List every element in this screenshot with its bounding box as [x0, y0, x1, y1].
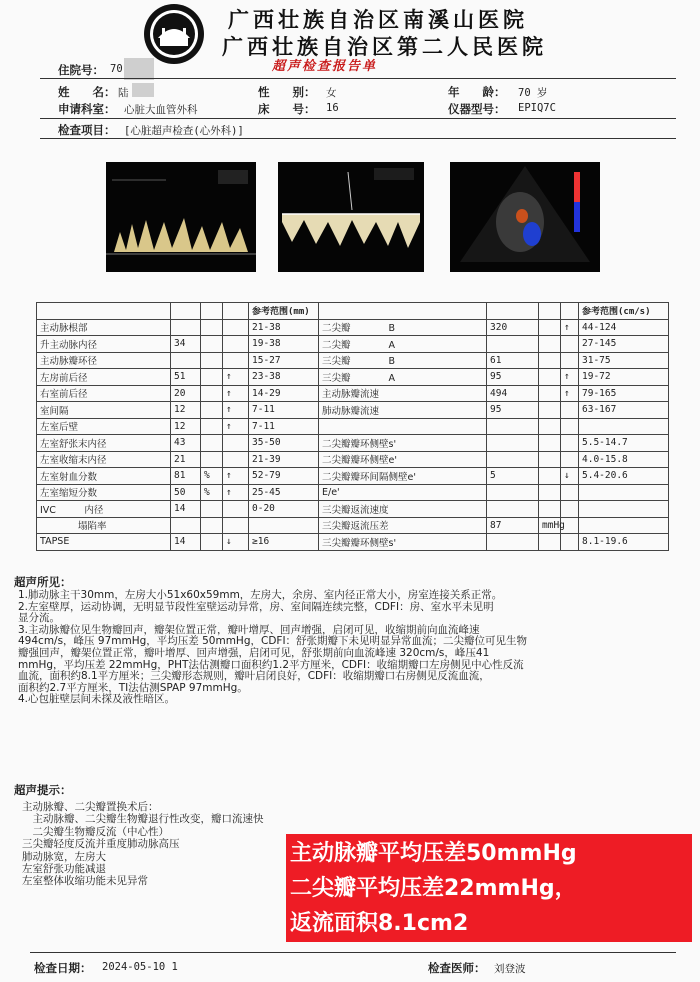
conclusion-line: 主动脉瓣、二尖瓣置换术后： — [22, 801, 159, 813]
conclusion-line: 肺动脉宽，左房大 — [22, 850, 106, 863]
table-cell-r-val — [487, 418, 539, 435]
table-cell-l-name: 主动脉瓣环径 — [37, 352, 171, 369]
table-cell-r-name: 二尖瓣 A — [319, 336, 487, 353]
findings-line: 1.肺动脉主干30mm，左房大小51x60x59mm，左房大，余房、室内径正常大小，房室连接关系正常。 — [18, 589, 503, 601]
table-cell-r-unit — [539, 336, 561, 353]
table-cell-r-flag — [561, 402, 579, 419]
table-cell-l-unit: % — [201, 468, 223, 485]
table-cell-l-val: 81 — [171, 468, 201, 485]
table-cell-r-name: 肺动脉瓣流速 — [319, 402, 487, 419]
table-cell-l-ref: 21-38 — [249, 319, 319, 336]
table-cell-l-ref — [249, 517, 319, 534]
table-cell-l-ref: 21-39 — [249, 451, 319, 468]
table-cell-l-name: IVC 内径 — [37, 501, 171, 518]
table-cell-l-unit — [201, 319, 223, 336]
table-cell-l-ref: 7-11 — [249, 402, 319, 419]
table-cell-r-val — [487, 435, 539, 452]
doctor-value: 刘登波 — [494, 963, 526, 975]
table-row — [37, 517, 669, 534]
table-cell-l-name: 室间隔 — [37, 402, 171, 419]
table-cell-r-flag — [561, 501, 579, 518]
table-cell-l-val — [171, 319, 201, 336]
table-cell-r-flag: ↓ — [561, 468, 579, 485]
conclusion-line: 左室舒张功能减退 — [22, 863, 106, 876]
bed-value: 16 — [326, 102, 339, 114]
table-cell-l-flag: ↑ — [223, 385, 249, 402]
table-cell-l-flag — [223, 319, 249, 336]
table-cell-r-unit — [539, 418, 561, 435]
table-cell-r-ref — [579, 418, 669, 435]
doctor-label: 检查医师： — [428, 961, 486, 975]
table-cell-r-flag — [561, 484, 579, 501]
table-cell-l-ref: 15-27 — [249, 352, 319, 369]
table-cell-r-name: 三尖瓣 B — [319, 352, 487, 369]
table-cell-l-ref: 7-11 — [249, 418, 319, 435]
table-cell-l-unit — [201, 385, 223, 402]
findings-line: 瓣强回声，瓣架位置正常，瓣叶增厚、回声增强，启闭可见，舒张期前向血流峰速 320cm/s，峰压41 — [18, 646, 490, 659]
table-cell-r-unit — [539, 468, 561, 485]
table-row — [37, 501, 669, 518]
ultrasound-image-2 — [278, 162, 424, 272]
exam-date-label: 检查日期： — [34, 961, 92, 975]
table-cell-r-val — [487, 451, 539, 468]
table-cell-l-flag — [223, 352, 249, 369]
table-cell-l-flag — [223, 517, 249, 534]
conclusion-title: 超声提示： — [14, 783, 72, 797]
table-cell-l-name: 塌陷率 — [37, 517, 171, 534]
table-cell-l-val: 34 — [171, 336, 201, 353]
conclusion-line: 三尖瓣轻度反流并重度肺动脉高压 — [22, 838, 180, 851]
table-cell-r-unit — [539, 385, 561, 402]
table-cell-l-ref: 35-50 — [249, 435, 319, 452]
conclusion-line: 二尖瓣生物瓣反流（中心性） — [22, 825, 169, 838]
table-cell-r-name: E/e' — [319, 484, 487, 501]
table-cell-l-val — [171, 517, 201, 534]
findings-line: 2.左室壁厚，运动协调，无明显节段性室壁运动异常，房、室间隔连续完整，CDFI：房、室水平未见明 — [18, 600, 494, 613]
table-cell-l-unit — [201, 435, 223, 452]
table-cell-r-val: 87 — [487, 517, 539, 534]
table-cell-r-ref: 27-145 — [579, 336, 669, 353]
table-row — [37, 484, 669, 501]
table-cell-l-unit — [201, 517, 223, 534]
table-cell-r-unit — [539, 435, 561, 452]
table-cell-l-flag: ↑ — [223, 418, 249, 435]
table-row — [37, 402, 669, 419]
ref-header-mm: 参考范围(mm) — [249, 303, 319, 320]
table-cell-l-unit — [201, 534, 223, 551]
table-row — [37, 336, 669, 353]
table-cell-r-name: 三尖瓣返流压差 — [319, 517, 487, 534]
table-cell-l-unit — [201, 336, 223, 353]
redaction-box — [124, 58, 154, 80]
table-cell-r-val: 320 — [487, 319, 539, 336]
table-cell-l-name: 主动脉根部 — [37, 319, 171, 336]
table-cell-l-ref: 23-38 — [249, 369, 319, 386]
table-cell-l-val — [171, 352, 201, 369]
table-cell-l-flag — [223, 501, 249, 518]
table-cell-r-unit — [539, 484, 561, 501]
findings-text — [18, 590, 690, 706]
table-cell-r-flag — [561, 451, 579, 468]
conclusion-text — [22, 801, 322, 888]
table-cell-l-val: 14 — [171, 534, 201, 551]
hospital-logo — [142, 2, 206, 66]
hospital-name-1: 广西壮族自治区南溪山医院 — [228, 7, 528, 32]
table-cell-r-flag — [561, 418, 579, 435]
table-cell-r-unit — [539, 534, 561, 551]
table-row — [37, 352, 669, 369]
exam-date-value: 2024-05-10 1 — [102, 961, 178, 973]
table-cell-l-val: 12 — [171, 418, 201, 435]
conclusion-line: 左室整体收缩功能未见异常 — [22, 875, 148, 888]
table-cell-l-flag: ↑ — [223, 369, 249, 386]
sex-label: 性 别： — [258, 85, 316, 99]
table-cell-r-unit — [539, 319, 561, 336]
table-cell-r-val — [487, 336, 539, 353]
findings-line: 显分流。 — [18, 612, 60, 625]
table-cell-r-val: 494 — [487, 385, 539, 402]
table-cell-r-ref: 19-72 — [579, 369, 669, 386]
banner-line-1: 主动脉瓣平均压差50mmHg — [290, 841, 577, 866]
table-cell-l-val: 51 — [171, 369, 201, 386]
ref-header-cms: 参考范围(cm/s) — [579, 303, 669, 320]
table-cell-l-ref: 19-38 — [249, 336, 319, 353]
table-cell-r-flag: ↑ — [561, 319, 579, 336]
table-cell-r-val — [487, 484, 539, 501]
table-cell-l-val: 43 — [171, 435, 201, 452]
findings-line: mmHg，平均压差 22mmHg，PHT法估测瓣口面积约1.2平方厘米，CDFI：收缩期瓣口左房侧见中心性反流 — [18, 658, 524, 671]
table-row — [37, 435, 669, 452]
table-cell-r-ref: 31-75 — [579, 352, 669, 369]
table-cell-l-unit — [201, 501, 223, 518]
device-value: EPIQ7C — [518, 102, 556, 114]
table-cell-r-val: 95 — [487, 369, 539, 386]
hospital-name-2: 广西壮族自治区第二人民医院 — [222, 34, 547, 59]
table-cell-r-name: 二尖瓣 B — [319, 319, 487, 336]
table-cell-l-val: 14 — [171, 501, 201, 518]
conclusion-line: 主动脉瓣、二尖瓣生物瓣退行性改变，瓣口流速快 — [22, 813, 264, 826]
report-title: 超声检查报告单 — [272, 59, 378, 74]
table-cell-r-val: 5 — [487, 468, 539, 485]
table-cell-r-unit — [539, 369, 561, 386]
table-cell-r-val: 61 — [487, 352, 539, 369]
dept-value: 心脏大血管外科 — [124, 104, 198, 116]
findings-line: 3.主动脉瓣位见生物瓣回声，瓣架位置正常，瓣叶增厚、回声增强，启闭可见，收缩期前向血流峰速 — [18, 623, 480, 636]
table-cell-r-flag — [561, 336, 579, 353]
table-cell-r-ref — [579, 484, 669, 501]
table-row — [37, 468, 669, 485]
table-row — [37, 534, 669, 551]
exam-value: [心脏超声检查(心外科)] — [124, 125, 244, 137]
table-cell-l-name: 左室后壁 — [37, 418, 171, 435]
table-cell-l-name: 左室缩短分数 — [37, 484, 171, 501]
table-cell-r-ref: 44-124 — [579, 319, 669, 336]
table-cell-l-flag: ↑ — [223, 402, 249, 419]
table-header-row — [37, 303, 669, 320]
table-cell-r-name: 二尖瓣瓣环间隔侧壁e' — [319, 468, 487, 485]
table-row — [37, 385, 669, 402]
age-label: 年 龄： — [448, 85, 506, 99]
table-cell-l-unit — [201, 352, 223, 369]
findings-line: 494cm/s，峰压 97mmHg，平均压差 50mmHg，CDFI：舒张期瓣下未见明显异常血流；二尖瓣位可见生物 — [18, 635, 528, 648]
table-cell-r-flag — [561, 534, 579, 551]
table-cell-r-name: 三尖瓣返流速度 — [319, 501, 487, 518]
table-row — [37, 418, 669, 435]
table-cell-l-unit — [201, 402, 223, 419]
ultrasound-image-3 — [450, 162, 600, 272]
table-cell-l-unit — [201, 451, 223, 468]
banner-line-2: 二尖瓣平均压差22mmHg， — [290, 876, 577, 901]
bed-label: 床 号： — [258, 102, 316, 116]
table-cell-l-name: 左室舒张末内径 — [37, 435, 171, 452]
table-cell-r-name — [319, 418, 487, 435]
table-cell-r-flag: ↑ — [561, 369, 579, 386]
table-cell-r-name: 主动脉瓣流速 — [319, 385, 487, 402]
dept-label: 申请科室： — [58, 102, 116, 116]
table-cell-l-val: 12 — [171, 402, 201, 419]
table-cell-l-name: 左室射血分数 — [37, 468, 171, 485]
table-cell-l-name: 升主动脉内径 — [37, 336, 171, 353]
table-cell-r-unit — [539, 352, 561, 369]
table-cell-l-unit — [201, 369, 223, 386]
table-cell-l-flag — [223, 435, 249, 452]
table-cell-r-val — [487, 501, 539, 518]
table-cell-r-ref — [579, 501, 669, 518]
table-cell-r-ref: 4.0-15.8 — [579, 451, 669, 468]
table-cell-l-val: 21 — [171, 451, 201, 468]
table-cell-r-ref: 8.1-19.6 — [579, 534, 669, 551]
table-row — [37, 319, 669, 336]
admission-label: 住院号： — [58, 63, 104, 77]
table-cell-r-name: 三尖瓣瓣环侧壁s' — [319, 534, 487, 551]
table-cell-r-ref — [579, 517, 669, 534]
table-cell-r-name: 二尖瓣瓣环侧壁s' — [319, 435, 487, 452]
table-cell-l-ref: 14-29 — [249, 385, 319, 402]
table-cell-l-unit — [201, 418, 223, 435]
table-cell-l-name: TAPSE — [37, 534, 171, 551]
table-cell-l-unit: % — [201, 484, 223, 501]
table-cell-l-flag — [223, 336, 249, 353]
findings-line: 血流，面积约8.1平方厘米；三尖瓣形态规则，瓣叶启闭良好，CDFI：收缩期瓣口右房侧见反流血流， — [18, 670, 490, 683]
age-value: 70 岁 — [518, 87, 548, 99]
findings-line: 面积约2.7平方厘米，TI法估测SPAP 97mmHg。 — [18, 681, 248, 694]
table-cell-l-name: 左房前后径 — [37, 369, 171, 386]
table-cell-r-name: 三尖瓣 A — [319, 369, 487, 386]
table-cell-r-unit: mmHg — [539, 517, 561, 534]
admission-value: 70 — [110, 63, 123, 75]
banner-line-3: 返流面积8.1cm2 — [290, 911, 469, 936]
table-cell-l-flag: ↑ — [223, 484, 249, 501]
table-cell-l-flag: ↑ — [223, 468, 249, 485]
red-annotation-banner — [286, 834, 692, 942]
table-cell-r-ref: 63-167 — [579, 402, 669, 419]
table-cell-l-flag — [223, 451, 249, 468]
table-cell-l-flag: ↓ — [223, 534, 249, 551]
table-cell-l-ref: 52-79 — [249, 468, 319, 485]
sex-value: 女 — [326, 87, 337, 99]
findings-line: 4.心包脏壁层间未探及液性暗区。 — [18, 693, 176, 706]
table-row — [37, 369, 669, 386]
table-cell-l-name: 左室收缩末内径 — [37, 451, 171, 468]
table-cell-r-ref: 5.4-20.6 — [579, 468, 669, 485]
table-cell-r-val: 95 — [487, 402, 539, 419]
table-cell-r-val — [487, 534, 539, 551]
device-label: 仪器型号： — [448, 102, 506, 116]
table-row — [37, 451, 669, 468]
table-cell-r-flag — [561, 435, 579, 452]
table-cell-l-ref: 0-20 — [249, 501, 319, 518]
table-cell-r-unit — [539, 451, 561, 468]
exam-label: 检查项目： — [58, 123, 116, 137]
name-label: 姓 名： — [58, 85, 116, 99]
name-value: 陆 — [118, 87, 129, 99]
table-cell-r-unit — [539, 402, 561, 419]
table-cell-l-val: 20 — [171, 385, 201, 402]
redaction-box-name — [132, 83, 154, 97]
table-cell-r-unit — [539, 501, 561, 518]
table-cell-l-val: 50 — [171, 484, 201, 501]
table-cell-r-ref: 79-165 — [579, 385, 669, 402]
table-cell-r-name: 二尖瓣瓣环侧壁e' — [319, 451, 487, 468]
table-cell-l-ref: ≥16 — [249, 534, 319, 551]
ultrasound-image-1 — [106, 162, 256, 272]
table-cell-r-flag: ↑ — [561, 385, 579, 402]
table-cell-l-name: 右室前后径 — [37, 385, 171, 402]
findings-title: 超声所见： — [14, 575, 72, 589]
table-cell-r-ref: 5.5-14.7 — [579, 435, 669, 452]
table-cell-l-ref: 25-45 — [249, 484, 319, 501]
measurement-table — [36, 302, 669, 551]
table-cell-r-flag — [561, 352, 579, 369]
